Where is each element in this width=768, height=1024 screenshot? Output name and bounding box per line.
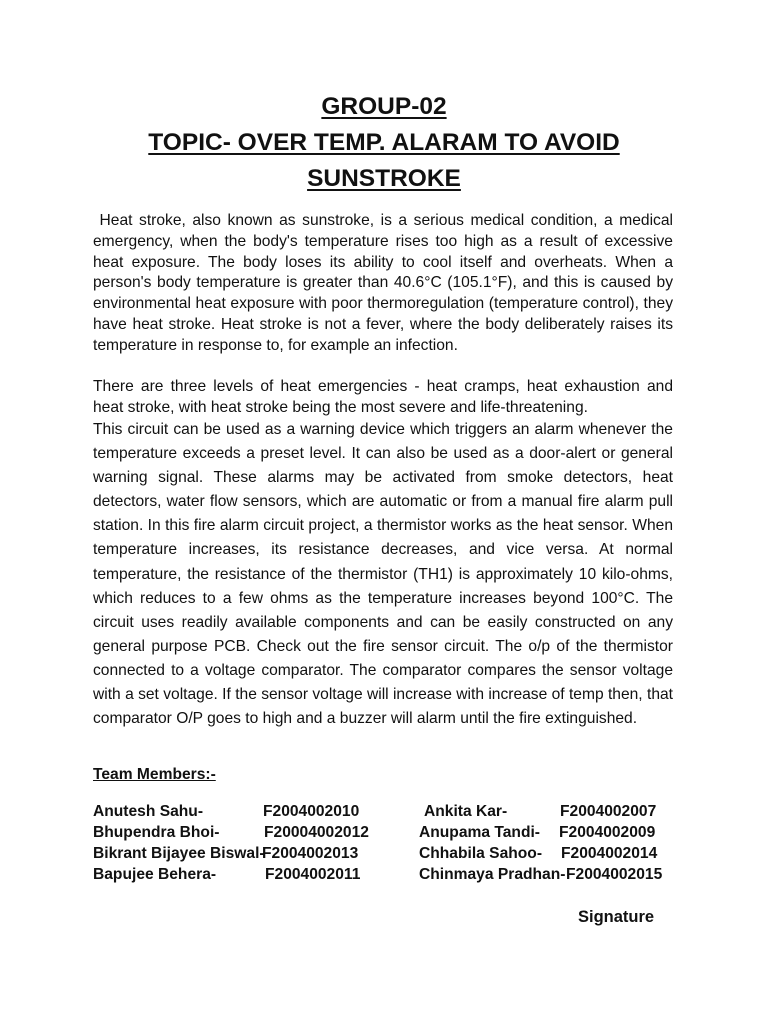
member-id: F2004002011 [265, 866, 361, 883]
member-id: F2004002014 [561, 845, 658, 862]
topic-title: TOPIC- OVER TEMP. ALARAM TO AVOID [148, 129, 620, 156]
paragraph-heat-levels: There are three levels of heat emergencies - heat cramps, heat exhaustion and heat stroke, with heat stroke being the most severe and life-threatening. [93, 378, 673, 416]
paragraph-intro: Heat stroke, also known as sunstroke, is a serious medical condition, a medical emergency, when the body's temperature rises too high as a result of excessive heat exposure. The body loses its ability to cool itself and overheats. When a person's body temperature is greater than 40.6°C (105.1°F), and this is caused by environmental heat exposure with poor thermoregulation (temperature control), they have heat stroke. Heat stroke is not a fever, where the body deliberately raises its temperature in response to, for example an infection. [93, 212, 678, 354]
member-id: F2004002015 [566, 866, 663, 883]
paragraph-circuit: This circuit can be used as a warning device which triggers an alarm whenever the temperature exceeds a preset level. It can also be used as a door-alert or general warning signal. These alarms may be activated from smoke detectors, heat detectors, water flow sensors, which are automatic or from a manual fire alarm pull station. In this fire alarm circuit project, a thermistor works as the heat sensor. When temperature increases, its resistance decreases, and vice versa. At normal temperature, the resistance of the thermistor (TH1) is approximately 10 kilo-ohms, which reduces to a few ohms as the temperature increases beyond 100°C. The circuit uses readily available components and can be easily constructed on any general purpose PCB. Check out the fire sensor circuit. The o/p of the thermistor connected to a voltage comparator. The comparator compares the sensor voltage with a set voltage. If the sensor voltage will increase with increase of temp then, that comparator O/P goes to high and a buzzer will alarm until the fire extinguished. [93, 421, 673, 728]
team-members-heading: Team Members:- [93, 766, 216, 783]
group-title: GROUP-02 [321, 93, 447, 120]
member-name: Bikrant Bijayee Biswal- [93, 845, 265, 862]
member-id: F2004002009 [559, 824, 656, 841]
member-id: F20004002012 [264, 824, 369, 841]
member-name: Ankita Kar- [424, 803, 508, 820]
member-name: Anutesh Sahu- [93, 803, 204, 820]
member-name: Anupama Tandi- [419, 824, 540, 841]
member-id: F2004002010 [263, 803, 360, 820]
topic-title-continued: SUNSTROKE [307, 165, 461, 192]
member-name: Bhupendra Bhoi- [93, 824, 220, 841]
member-name: Bapujee Behera- [93, 866, 217, 883]
signature-label: Signature [578, 908, 655, 926]
member-id: F2004002007 [560, 803, 657, 820]
member-name: Chhabila Sahoo- [419, 845, 543, 862]
member-id: F2004002013 [262, 845, 359, 862]
member-name: Chinmaya Pradhan- [419, 866, 566, 883]
